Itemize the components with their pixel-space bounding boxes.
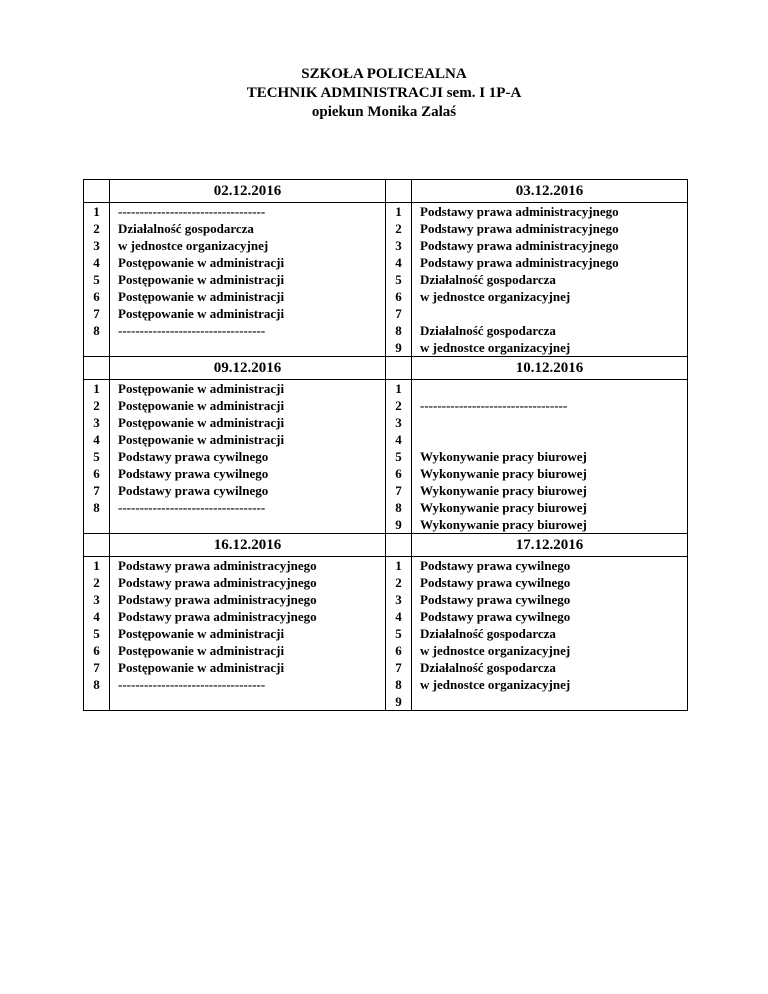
class-title: TECHNIK ADMINISTRACJI sem. I 1P-A (246, 85, 522, 101)
lesson-number: 3 (395, 415, 402, 430)
lesson-subject (420, 414, 687, 431)
date-cell: 10.12.2016 (412, 357, 688, 380)
lesson-number: 6 (395, 643, 402, 658)
lesson-number: 8 (395, 323, 402, 338)
empty-cell (386, 357, 412, 380)
date-row (84, 534, 688, 557)
lesson-subject: ---------------------------------- (118, 677, 266, 692)
lesson-number: 5 (93, 449, 100, 464)
lesson-subject: Postępowanie w administracji (118, 255, 285, 270)
lesson-number: 7 (395, 483, 402, 498)
lesson-numbers (84, 380, 110, 517)
lesson-subject: Podstawy prawa cywilnego (420, 575, 571, 590)
lesson-number: 4 (395, 432, 402, 447)
empty-cell (84, 357, 110, 380)
lesson-subject: ---------------------------------- (420, 398, 568, 413)
lesson-subject: Wykonywanie pracy biurowej (420, 500, 587, 515)
lesson-number: 4 (93, 432, 100, 447)
lesson-subject: Postępowanie w administracji (118, 306, 285, 321)
lesson-subjects (110, 380, 386, 517)
empty-cell (110, 339, 386, 357)
lesson-number: 8 (93, 677, 100, 692)
lesson-number: 8 (395, 677, 402, 692)
lesson-number: 4 (93, 255, 100, 270)
lesson-subject: Postępowanie w administracji (118, 381, 285, 396)
lesson-number: 2 (395, 398, 402, 413)
empty-cell (84, 534, 110, 557)
lesson-number: 2 (395, 575, 402, 590)
schedule-table (83, 179, 688, 711)
empty-cell (110, 516, 386, 534)
lesson-number: 1 (395, 558, 402, 573)
lesson-numbers (386, 380, 412, 534)
lesson-subject: Działalność gospodarcza (118, 221, 254, 236)
lesson-subject: w jednostce organizacyjnej (420, 289, 571, 304)
lesson-subject: ---------------------------------- (118, 323, 266, 338)
empty-cell (386, 180, 412, 203)
lesson-numbers (386, 203, 412, 357)
class-tutor: opiekun Monika Zalaś (311, 104, 457, 120)
lesson-subject: Działalność gospodarcza (420, 323, 556, 338)
lesson-subject: Podstawy prawa administracyjnego (118, 592, 317, 607)
lesson-subject: w jednostce organizacyjnej (420, 677, 571, 692)
date-row (84, 180, 688, 203)
lesson-subject: Postępowanie w administracji (118, 289, 285, 304)
lesson-subject: w jednostce organizacyjnej (118, 238, 269, 253)
lesson-block-row (84, 380, 688, 517)
lesson-number: 6 (93, 289, 100, 304)
lesson-number: 3 (93, 238, 100, 253)
empty-cell (386, 534, 412, 557)
lesson-number: 2 (93, 575, 100, 590)
lesson-numbers (84, 203, 110, 340)
date-cell: 16.12.2016 (110, 534, 386, 557)
lesson-subjects (412, 557, 688, 711)
lesson-subject (420, 693, 687, 710)
empty-cell (110, 693, 386, 711)
lesson-subject: Podstawy prawa administracyjnego (420, 255, 619, 270)
lesson-number: 1 (395, 204, 402, 219)
lesson-subject: w jednostce organizacyjnej (420, 643, 571, 658)
lesson-number: 7 (395, 660, 402, 675)
lesson-subject: Wykonywanie pracy biurowej (420, 483, 587, 498)
lesson-subject: Podstawy prawa administracyjnego (420, 221, 619, 236)
lesson-subject: ---------------------------------- (118, 204, 266, 219)
lesson-subject: ---------------------------------- (118, 500, 266, 515)
lesson-subject: Podstawy prawa cywilnego (420, 609, 571, 624)
lesson-subject: Wykonywanie pracy biurowej (420, 517, 587, 532)
lesson-number: 1 (93, 558, 100, 573)
lesson-number: 2 (93, 221, 100, 236)
lesson-number: 5 (93, 626, 100, 641)
lesson-subject: Postępowanie w administracji (118, 432, 285, 447)
lesson-number: 9 (395, 694, 402, 709)
lesson-subject: Działalność gospodarcza (420, 660, 556, 675)
lesson-subject: Podstawy prawa administracyjnego (118, 609, 317, 624)
empty-cell (84, 693, 110, 711)
lesson-number: 1 (395, 381, 402, 396)
lesson-subject: Podstawy prawa cywilnego (420, 558, 571, 573)
lesson-number: 1 (93, 204, 100, 219)
lesson-subject (420, 431, 687, 448)
lesson-subjects (412, 203, 688, 357)
lesson-number: 8 (395, 500, 402, 515)
lesson-subject: Podstawy prawa administracyjnego (118, 558, 317, 573)
lesson-number: 6 (93, 466, 100, 481)
lesson-subjects (110, 557, 386, 694)
lesson-number: 3 (93, 415, 100, 430)
lesson-subject (420, 380, 687, 397)
lesson-number: 9 (395, 517, 402, 532)
lesson-subject: Postępowanie w administracji (118, 398, 285, 413)
lesson-subject: w jednostce organizacyjnej (420, 340, 571, 355)
lesson-subject: Podstawy prawa cywilnego (118, 466, 269, 481)
lesson-subjects (412, 380, 688, 534)
lesson-number: 9 (395, 340, 402, 355)
lesson-subject: Postępowanie w administracji (118, 660, 285, 675)
lesson-number: 6 (93, 643, 100, 658)
lesson-subjects (110, 203, 386, 340)
lesson-subject (420, 305, 687, 322)
lesson-subject: Podstawy prawa cywilnego (118, 483, 269, 498)
lesson-number: 8 (93, 500, 100, 515)
lesson-block-row (84, 203, 688, 340)
lesson-number: 8 (93, 323, 100, 338)
lesson-number: 7 (93, 306, 100, 321)
date-row (84, 357, 688, 380)
lesson-number: 3 (395, 238, 402, 253)
lesson-number: 7 (395, 306, 402, 321)
lesson-number: 6 (395, 466, 402, 481)
lesson-subject: Podstawy prawa administracyjnego (118, 575, 317, 590)
date-cell: 17.12.2016 (412, 534, 688, 557)
empty-cell (84, 339, 110, 357)
lesson-block-row (84, 557, 688, 694)
lesson-numbers (386, 557, 412, 711)
lesson-subject: Podstawy prawa cywilnego (118, 449, 269, 464)
lesson-subject: Podstawy prawa cywilnego (420, 592, 571, 607)
date-cell: 02.12.2016 (110, 180, 386, 203)
lesson-subject: Postępowanie w administracji (118, 626, 285, 641)
lesson-subject: Działalność gospodarcza (420, 626, 556, 641)
lesson-number: 3 (93, 592, 100, 607)
lesson-number: 5 (395, 449, 402, 464)
lesson-subject: Wykonywanie pracy biurowej (420, 466, 587, 481)
lesson-subject: Podstawy prawa administracyjnego (420, 238, 619, 253)
lesson-subject: Wykonywanie pracy biurowej (420, 449, 587, 464)
lesson-number: 7 (93, 660, 100, 675)
lesson-number: 4 (93, 609, 100, 624)
school-name: SZKOŁA POLICEALNA (301, 66, 467, 82)
date-cell: 03.12.2016 (412, 180, 688, 203)
lesson-subject: Postępowanie w administracji (118, 643, 285, 658)
empty-cell (84, 516, 110, 534)
lesson-number: 2 (93, 398, 100, 413)
lesson-number: 3 (395, 592, 402, 607)
lesson-number: 5 (395, 626, 402, 641)
empty-cell (84, 180, 110, 203)
lesson-number: 1 (93, 381, 100, 396)
date-cell: 09.12.2016 (110, 357, 386, 380)
lesson-number: 4 (395, 609, 402, 624)
document-header (0, 65, 768, 122)
lesson-subject: Postępowanie w administracji (118, 415, 285, 430)
lesson-number: 6 (395, 289, 402, 304)
lesson-number: 5 (395, 272, 402, 287)
lesson-number: 2 (395, 221, 402, 236)
lesson-numbers (84, 557, 110, 694)
lesson-subject: Podstawy prawa administracyjnego (420, 204, 619, 219)
lesson-number: 4 (395, 255, 402, 270)
lesson-number: 7 (93, 483, 100, 498)
lesson-number: 5 (93, 272, 100, 287)
lesson-subject: Postępowanie w administracji (118, 272, 285, 287)
lesson-subject: Działalność gospodarcza (420, 272, 556, 287)
